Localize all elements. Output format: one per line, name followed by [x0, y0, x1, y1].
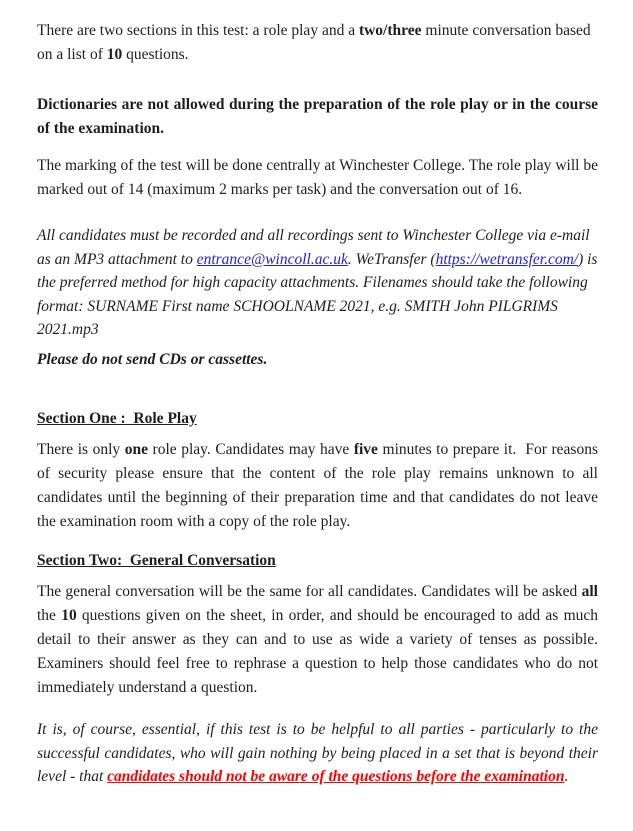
- text-run: All candidates must be recorded and all recordings sent to Winchester College via e-mail as an MP3 attachment to: [37, 227, 594, 268]
- text-run: ) is the preferred method for high capacity attachments. Filenames should take the following format: SURNAME First name SCHOOLNAME 2021, e.g. SMITH John PILGRIMS 2021.mp3: [37, 250, 602, 338]
- section-one-heading: Section One : Role Play: [37, 410, 197, 427]
- bold-text: 10: [106, 46, 123, 63]
- text-run: questions.: [122, 46, 189, 63]
- text-run: There are two sections in this test: a role play and a: [37, 22, 359, 39]
- text-run: There is only: [37, 441, 125, 458]
- warning-text: candidates should not be aware of the questions before the examination: [107, 768, 565, 785]
- bold-text: two/three: [358, 22, 422, 39]
- bold-text: all: [581, 583, 598, 600]
- bold-text: one: [124, 441, 148, 458]
- text-run: role play. Candidates may have: [147, 441, 354, 458]
- recording-instructions-paragraph: [37, 224, 602, 342]
- section-two-paragraph: [37, 580, 602, 700]
- wetransfer-link[interactable]: https://wetransfer.com/: [435, 250, 579, 268]
- text-run: .: [564, 768, 569, 785]
- section-two-heading: Section Two: General Conversation: [37, 552, 276, 569]
- no-cds-note: Please do not send CDs or cassettes.: [37, 350, 268, 368]
- dictionaries-rule-paragraph: Dictionaries are not allowed during the preparation of the role play or in the course of the examination.: [37, 96, 602, 137]
- intro-paragraph: [37, 19, 598, 67]
- bold-text: 10: [61, 607, 77, 624]
- email-link[interactable]: entrance@wincoll.ac.uk: [196, 250, 348, 268]
- text-run: questions given on the sheet, in order, and should be encouraged to add as much detail to their answer as they can and to use as wide a variety of tenses as possible. Examiners should feel free to rephrase a question to help those candidates who do not immediately understand a question.: [37, 607, 602, 696]
- text-run: It is, of course, essential, if this test is to be helpful to all parties - particularly to the successful candidates, who will gain nothing by being placed in a set that is beyond their level - that: [37, 721, 602, 785]
- bold-text: five: [353, 441, 378, 458]
- text-run: minute conversation based on a list of: [37, 22, 595, 63]
- section-one-paragraph: [37, 438, 602, 534]
- text-run: the: [37, 583, 602, 624]
- text-run: The general conversation will be the same for all candidates. Candidates will be asked: [37, 583, 582, 600]
- text-run: minutes to prepare it. For reasons of security please ensure that the content of the role play remains unknown to all candidates until the beginning of their preparation time and that candidates do not leave the examination room with a copy of the role play.: [37, 441, 602, 530]
- text-run: . WeTransfer (: [347, 250, 436, 268]
- closing-paragraph: [37, 718, 602, 789]
- marking-paragraph: The marking of the test will be done centrally at Winchester College. The role play will be marked out of 14 (maximum 2 marks per task) and the conversation out of 16.: [37, 157, 602, 198]
